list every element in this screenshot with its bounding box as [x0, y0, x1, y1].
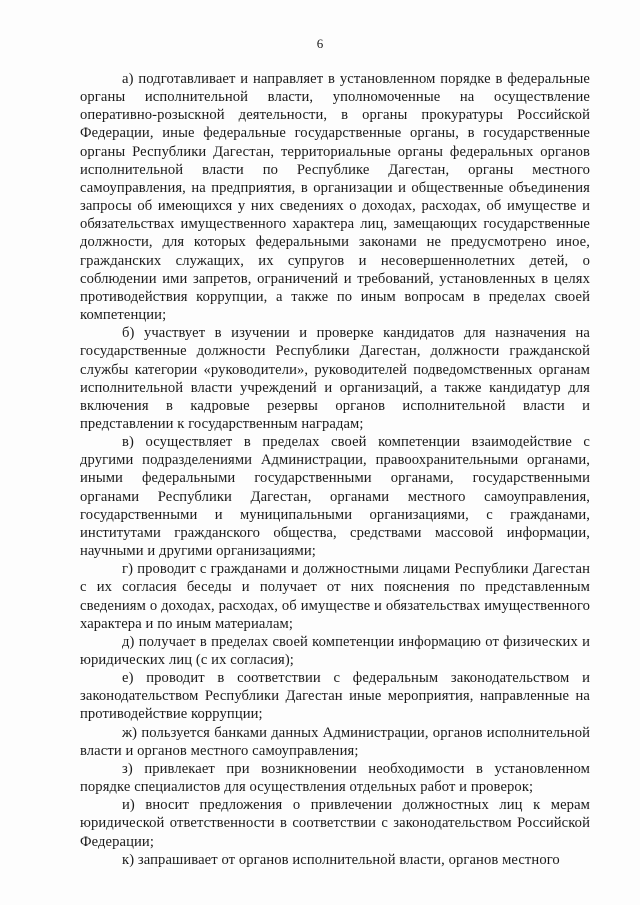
paragraph-k: к) запрашивает от органов исполнительной власти, органов местного	[122, 851, 560, 868]
page-number: 6	[316, 36, 324, 51]
paragraph-v: в) осуществляет в пределах своей компетенции взаимодействие с другими подразделениями Администрации, правоохранительными органами, иными федеральными государственными органами, государственными органами Республики Дагестан, органами местного самоуправления, государственными и муниципальными организациями, с гражданами, институтами гражданского общества, средствами массовой информации, научными и другими организациями;	[80, 434, 590, 560]
paragraph-a: а) подготавливает и направляет в установленном порядке в федеральные органы исполнительной власти, уполномоченные на осуществление оперативно-розыскной деятельности, в органы прокуратуры Российской Федерации, иные федеральные государственные органы, в государственные органы Республики Дагестан, территориальные органы федеральных органов исполнительной власти по Республике Дагестан, органы местного самоуправления, на предприятия, в организации и общественные объединения запросы об имеющихся у них сведениях о доходах, расходах, об имуществе и обязательствах имущественного характера лиц, замещающих государственные должности, для которых федеральными законами не предусмотрено иное, гражданских служащих, их супругов и несовершеннолетних детей, о соблюдении ими запретов, ограничений и требований, установленных в целях противодействия коррупции, а также по иным вопросам в пределах своей компетенции;	[80, 71, 590, 324]
paragraph-d: д) получает в пределах своей компетенции информацию от физических и юридических лиц (с их согласия);	[80, 633, 590, 668]
paragraph-e: е) проводит в соответствии с федеральным законодательством и законодательством Республики Дагестан иные мероприятия, направленные на противодействие коррупции;	[80, 670, 590, 723]
paragraph-g: г) проводит с гражданами и должностными лицами Республики Дагестан с их согласия беседы и получает от них пояснения по представленным сведениям о доходах, расходах, об имуществе и обязательствах имущественного характера и по иным материалам;	[80, 561, 590, 632]
paragraph-z: з) привлекает при возникновении необходимости в установленном порядке специалистов для осуществления отдельных работ и проверок;	[80, 760, 590, 796]
document-body	[80, 70, 590, 869]
paragraph-b: б) участвует в изучении и проверке кандидатов для назначения на государственные должности Республики Дагестан, должности гражданской службы категории «руководители», руководителей подведомственных органам исполнительной власти учреждений и организаций, а также кандидатур для включения в кадровые резервы органов исполнительной власти и представлении к государственным наградам;	[80, 325, 590, 432]
paragraph-zh: ж) пользуется банками данных Администрации, органов исполнительной власти и органов местного самоуправления;	[80, 724, 590, 759]
paragraph-i: и) вносит предложения о привлечении должностных лиц к мерам юридической ответственности в соответствии с законодательством Российской Федерации;	[80, 797, 590, 850]
